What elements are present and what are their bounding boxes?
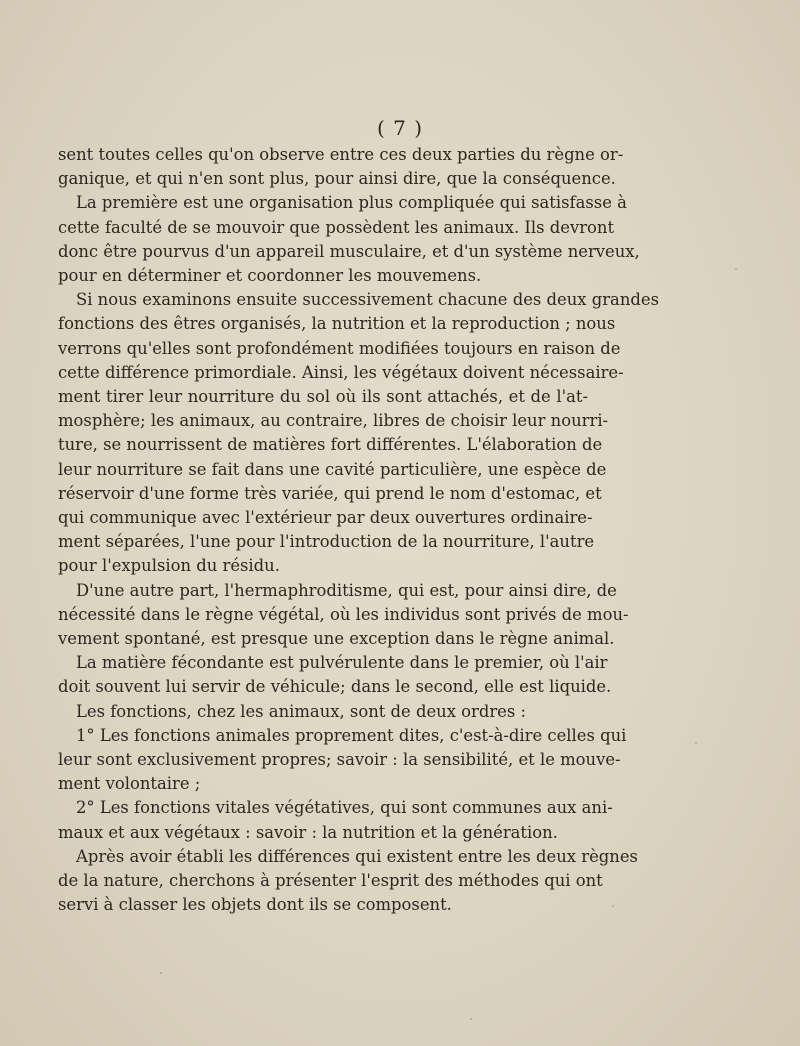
- text-line: de la nature, cherchons à présenter l'esprit des méthodes qui ont: [58, 871, 603, 891]
- text-line: leur sont exclusivement propres; savoir : la sensibilité, et le mouve-: [58, 750, 621, 770]
- text-line: 2° Les fonctions vitales végétatives, qui sont communes aux ani-: [76, 798, 613, 818]
- body-text: [58, 143, 659, 918]
- page-number: ( 7 ): [376, 116, 424, 140]
- text-line: La première est une organisation plus compliquée qui satisfasse à: [76, 193, 627, 213]
- text-line: pour l'expulsion du résidu.: [58, 556, 280, 576]
- text-line: pour en déterminer et coordonner les mouvemens.: [58, 266, 482, 286]
- text-line: ment volontaire ;: [58, 774, 201, 794]
- text-line: qui communique avec l'extérieur par deux ouvertures ordinaire-: [58, 508, 593, 528]
- text-line: Si nous examinons ensuite successivement chacune des deux grandes: [76, 290, 659, 310]
- text-line: ment séparées, l'une pour l'introduction de la nourriture, l'autre: [58, 532, 595, 552]
- paper-speck: [735, 268, 737, 270]
- paper-speck: [612, 905, 614, 907]
- text-line: ment tirer leur nourriture du sol où ils sont attachés, et de l'at-: [58, 387, 588, 407]
- text-line: leur nourriture se fait dans une cavité particulière, une espèce de: [58, 459, 607, 479]
- text-line: cette différence primordiale. Ainsi, les végétaux doivent nécessaire-: [58, 362, 624, 382]
- text-line: verrons qu'elles sont profondément modifiées toujours en raison de: [58, 338, 621, 358]
- text-line: donc être pourvus d'un appareil musculaire, et d'un système nerveux,: [58, 241, 640, 261]
- paper-speck: [695, 742, 697, 744]
- text-line: Après avoir établi les différences qui existent entre les deux règnes: [76, 846, 638, 866]
- text-line: ture, se nourrissent de matières fort différentes. L'élaboration de: [58, 435, 603, 455]
- paper-speck: [470, 1018, 472, 1020]
- text-line: sent toutes celles qu'on observe entre ces deux parties du règne or-: [58, 145, 624, 164]
- text-line: nécessité dans le règne végétal, où les individus sont privés de mou-: [58, 604, 629, 624]
- text-line: fonctions des êtres organisés, la nutrition et la reproduction ; nous: [58, 314, 616, 334]
- text-line: cette faculté de se mouvoir que possèdent les animaux. Ils devront: [58, 217, 615, 237]
- text-line: Les fonctions, chez les animaux, sont de deux ordres :: [76, 701, 527, 721]
- text-line: ganique, et qui n'en sont plus, pour ainsi dire, que la conséquence.: [58, 169, 616, 189]
- paper-speck: [160, 972, 162, 974]
- text-line: servi à classer les objets dont ils se composent.: [58, 895, 452, 915]
- text-line: maux et aux végétaux : savoir : la nutrition et la génération.: [58, 822, 558, 842]
- text-line: La matière fécondante est pulvérulente dans le premier, où l'air: [76, 653, 608, 673]
- text-line: doit souvent lui servir de véhicule; dans le second, elle est liquide.: [58, 677, 612, 697]
- text-line: D'une autre part, l'hermaphroditisme, qui est, pour ainsi dire, de: [76, 580, 617, 600]
- text-line: réservoir d'une forme très variée, qui prend le nom d'estomac, et: [58, 483, 602, 503]
- text-line: vement spontané, est presque une exception dans le règne animal.: [58, 629, 615, 649]
- text-line: 1° Les fonctions animales proprement dites, c'est-à-dire celles qui: [76, 725, 627, 745]
- text-line: mosphère; les animaux, au contraire, libres de choisir leur nourri-: [58, 411, 609, 431]
